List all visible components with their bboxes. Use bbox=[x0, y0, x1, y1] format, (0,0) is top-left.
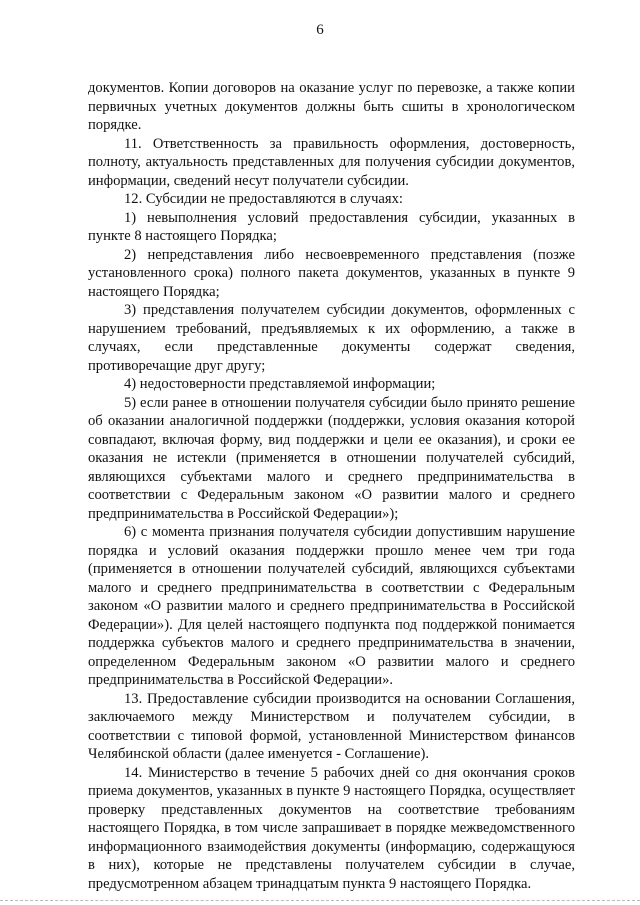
paragraph-continuation: документов. Копии договоров на оказание услуг по перевозке, а также копии первичных учетных документов должны быть сшиты в хронологическом порядке. bbox=[88, 80, 575, 133]
page-bottom-divider bbox=[0, 900, 640, 902]
paragraph-clause-12: 12. Субсидии не предоставляются в случаях: bbox=[124, 191, 403, 207]
paragraph-clause-13: 13. Предоставление субсидии производится на основании Соглашения, заключаемого между Министерством и получателем субсидии, в соответствии с типовой формой, установленной Министерством финансов Челябинской области (далее именуется - Соглашение). bbox=[88, 690, 575, 762]
paragraph-item-1: 1) невыполнения условий предоставления субсидии, указанных в пункте 8 настоящего Порядка; bbox=[88, 209, 575, 244]
paragraph-item-3: 3) представления получателем субсидии документов, оформленных с нарушением требований, предъявляемых к их оформлению, а также в случаях, если представленные документы содержат сведения, противоречащие друг другу; bbox=[88, 302, 575, 374]
document-body bbox=[88, 79, 575, 893]
paragraph-clause-11: 11. Ответственность за правильность оформления, достоверность, полноту, актуальность представленных для получения субсидии документов, информации, сведений несут получатели субсидии. bbox=[88, 135, 575, 189]
page-number: 6 bbox=[316, 22, 324, 38]
paragraph-item-5: 5) если ранее в отношении получателя субсидии было принято решение об оказании аналогичной поддержки (поддержки, условия оказания которой совпадают, включая форму, вид поддержки и цели ее оказания), и сроки ее оказания не истекли (применяется в отношении получателей субсидий, являющихся субъектами малого и среднего предпринимательства в соответствии с Федеральным законом «О развитии малого и среднего предпринимательства в Российской Федерации»); bbox=[88, 394, 575, 522]
paragraph-clause-14: 14. Министерство в течение 5 рабочих дней со дня окончания сроков приема документов, указанных в пункте 9 настоящего Порядка, осуществляет проверку представленных документов на соответствие требованиям настоящего Порядка, в том числе запрашивает в порядке межведомственного информационного взаимодействия документы (информацию, содержащуюся в них), которые не представлены получателем субсидии в случае, предусмотренном абзацем тринадцатым пункта 9 настоящего Порядка. bbox=[88, 764, 575, 892]
paragraph-item-4: 4) недостоверности представляемой информации; bbox=[124, 376, 436, 392]
paragraph-item-6: 6) с момента признания получателя субсидии допустившим нарушение порядка и условий оказания поддержки прошло менее чем три года (применяется в отношении получателей субсидий, являющихся субъектами малого и среднего предпринимательства в соответствии с Федеральным законом «О развитии малого и среднего предпринимательства в Российской Федерации»). Для целей настоящего подпункта под поддержкой понимается поддержка субъектов малого и среднего предпринимательства в значении, определенном Федеральным законом «О развитии малого и среднего предпринимательства в Российской Федерации». bbox=[88, 524, 575, 688]
paragraph-item-2: 2) непредставления либо несвоевременного представления (позже установленного срока) полного пакета документов, указанных в пункте 9 настоящего Порядка; bbox=[88, 246, 575, 300]
